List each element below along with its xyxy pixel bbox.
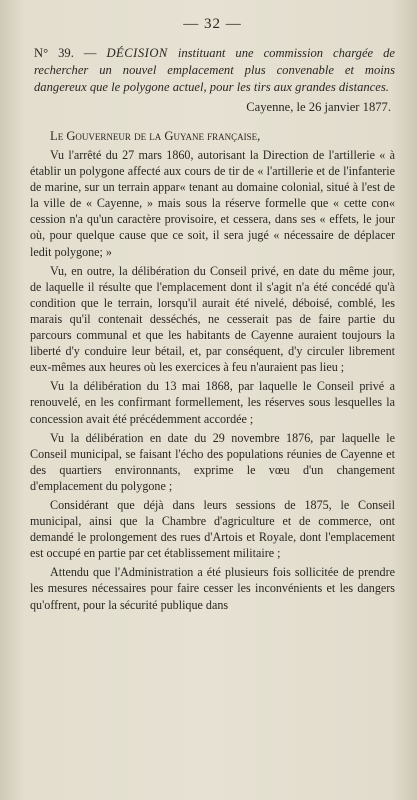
- dateline: Cayenne, le 26 janvier 1877.: [246, 100, 391, 114]
- paragraph-arrete-1860: Vu l'arrêté du 27 mars 1860, autorisant la Direction de l'artillerie « à établir un polygone affecté aux cours de tir de « l'artillerie et de l'infanterie de marine, sur un terrain appar« tenant au domaine colonial, situé à l'est de la ville de « Cayenne, » mais sous la réserve formelle que « cette con« cession n'a qu'un caractère provisoire, et cessera, dans ses « effets, le jour où, pour quelque cause que ce soit, il sera jugé « nécessaire de déplacer ledit polygone; »: [30, 148, 395, 259]
- decision-description: instituant une commission chargée de rechercher un nouvel emplacement plus convenable et moins dangereux que le polygone actuel, pour les tirs aux grandes distances.: [34, 46, 395, 94]
- decision-heading: [30, 45, 395, 96]
- decision-dash: —: [73, 46, 107, 60]
- page-number: — 32 —: [183, 16, 242, 32]
- paragraph-conseil-prive: Vu, en outre, la délibération du Conseil privé, en date du même jour, de laquelle il résulte que l'emplacement dont il s'agit n'a été concédé qu'à condition que le terrain, lorsqu'il aurait été nivelé, déboisé, comblé, les marais qu'il contenait desséchés, ne cesserait pas de faire partie du parcours communal et que les habitants de Cayenne auraient toujours la liberté d'y conduire leur bétail, et, par conséquent, d'y circuler librement eux-mêmes aux heures où les exercices à feu n'auraient pas lieu ;: [30, 263, 395, 375]
- paragraph-considerant: Considérant que déjà dans leurs sessions de 1875, le Conseil municipal, ainsi que la Chambre d'agriculture et de commerce, ont demandé le prolongement des rues d'Artois et Royale, dont l'emplacement est occupé en partie par cet établissement militaire ;: [30, 497, 395, 561]
- addressee: Le Gouverneur de la Guyane française,: [50, 129, 261, 143]
- paragraph-deliberation-1868: Vu la délibération du 13 mai 1868, par laquelle le Conseil privé a renouvelé, en les confirmant formellement, les réserves sous lesquelles la concession avait été précédemment accordée ;: [30, 379, 395, 426]
- decision-label: DÉCISION: [106, 46, 168, 60]
- paragraph-deliberation-1876: Vu la délibération en date du 29 novembre 1876, par laquelle le Conseil municipal, se faisant l'écho des populations réunies de Cayenne et des quartiers environnants, exprime le vœu d'un changement d'emplacement du polygone ;: [30, 430, 395, 493]
- paragraph-attendu: Attendu que l'Administration a été plusieurs fois sollicitée de prendre les mesures nécessaires pour faire cesser les inconvénients et les dangers qu'offrent, pour la sécurité publique dans: [30, 565, 395, 612]
- decision-number: N° 39.: [34, 46, 74, 60]
